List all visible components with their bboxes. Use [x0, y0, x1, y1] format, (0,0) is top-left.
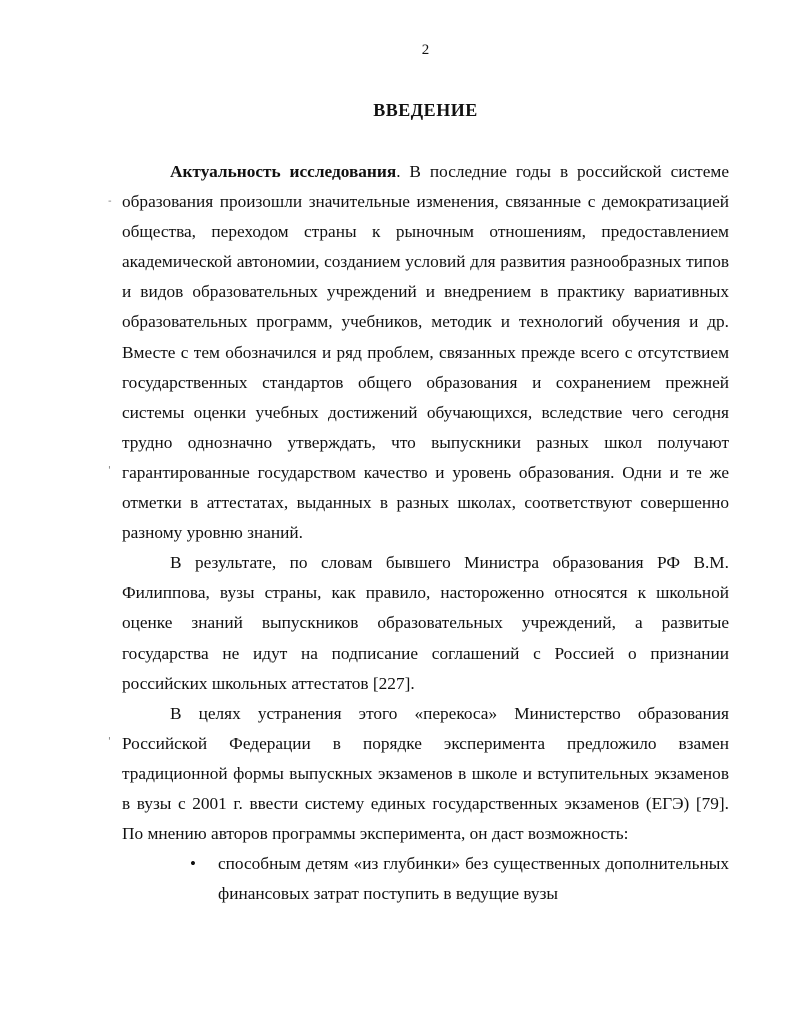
bullet-icon: • [190, 854, 196, 874]
paragraph-lead: Актуальность исследования [170, 162, 397, 181]
page-title: ВВЕДЕНИЕ [373, 100, 478, 120]
scan-mark: - [108, 196, 112, 207]
list-item [122, 849, 729, 909]
paragraph-text: . В последние годы в российской системе образования произошли значительные изменения, связанные с демократизацией общества, переходом страны к рыночным отношениям, предоставлением академической автономии, созданием условий для развития разнообразных типов и видов образовательных учреждений и внедрением в практику вариативных образовательных программ, учебников, методик и технологий обучения и др. Вместе с тем обозначился и ряд проблем, связанных прежде всего с отсутствием государственных стандартов общего образования и сохранением прежней системы оценки учебных достижений обучающихся, вследствие чего сегодня трудно однозначно утверждать, что выпускники разных школ получают гарантированные государством качество и уровень образования. Одни и те же отметки в аттестатах, выданных в разных школах, соответствуют совершенно разному уровню знаний. [122, 162, 729, 543]
paragraph-experiment: В целях устранения этого «перекоса» Министерство образования Российской Федерации в порядке эксперимента предложило взамен традиционной формы выпускных экзаменов в школе и вступительных экзаменов в вузы с 2001 г. ввести систему единых государственных экзаменов (ЕГЭ) [79]. По мнению авторов программы эксперимента, он даст возможность: [122, 703, 729, 844]
document-body [122, 157, 729, 909]
bullet-list [122, 849, 729, 909]
paragraph-result: В результате, по словам бывшего Министра образования РФ В.М. Филиппова, вузы страны, как правило, настороженно относятся к школьной оценке знаний выпускников образовательных учреждений, а развитые государства не идут на подписание соглашений с Россией о признании российских школьных аттестатов [227]. [122, 553, 729, 693]
paragraph-relevance [122, 157, 729, 548]
scan-mark: ' [108, 736, 111, 747]
scan-mark: ' [108, 465, 111, 476]
list-item-text: способным детям «из глубинки» без существенных дополнительных финансовых затрат поступить в ведущие вузы [218, 854, 729, 904]
page-number: 2 [421, 42, 430, 58]
